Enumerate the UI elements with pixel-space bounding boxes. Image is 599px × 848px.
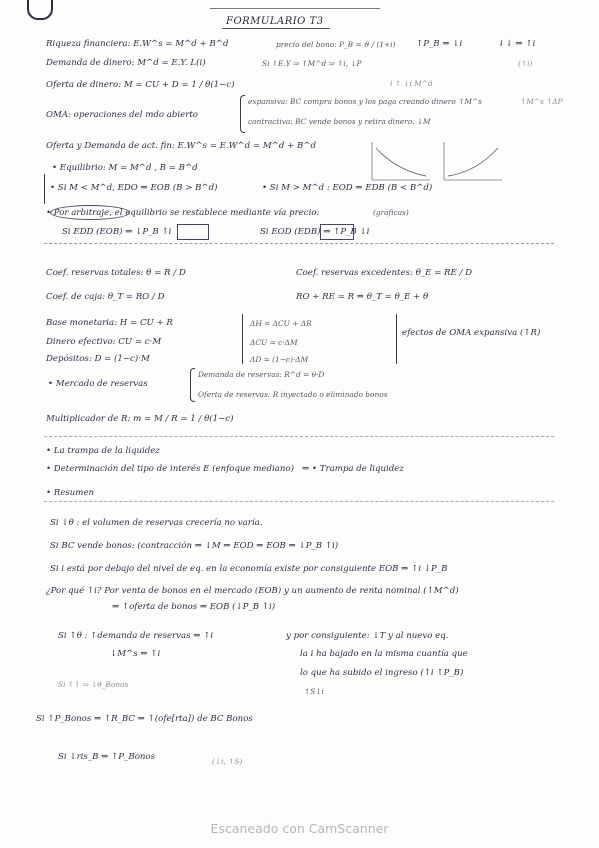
- line-lo-que-subido: lo que ha subido el ingreso (↑i ↑P_B): [300, 668, 464, 678]
- line-m-greater: • Si M > M^d : EOD ⇒ EDB (B < B^d): [262, 183, 433, 193]
- scanner-logo-fragment: [27, 0, 53, 20]
- line-oferta-demanda-act: Oferta y Demanda de act. fin: E.W^s = E.W^d = M^d + B^d: [46, 141, 317, 151]
- top-edge-mark: [210, 8, 380, 9]
- margin-note-1: (↑i): [518, 59, 533, 68]
- line-la-i-bajado: la i ha bajado en la misma cuantía que: [300, 649, 468, 659]
- line-delta-h: ΔH = ΔCU + ΔR: [250, 319, 312, 328]
- line-determinacion: • Determinación del tipo de interés E (enfoque mediano): [46, 464, 294, 474]
- line-si-edd: Si EDD (EOB) ⇒ ↓P_B ↑i: [62, 227, 172, 237]
- line-si-ris: Si ↓ris_B ⇒ ↑P_Bonos: [58, 752, 155, 762]
- line-coef-excedentes: Coef. reservas excedentes: θ_E = RE / D: [296, 268, 473, 278]
- arbitraje-circle: [50, 205, 130, 220]
- line-demanda-reservas: Demanda de reservas: R^d = θ·D: [198, 370, 325, 379]
- camscanner-watermark: Escaneado con CamScanner: [210, 821, 389, 836]
- line-por-que: ¿Por qué ↑i? Por venta de bonos en el mercado (EOB) y un aumento de renta nominal (↑M^d): [46, 586, 459, 596]
- line-trampa: • La trampa de la liquidez: [46, 446, 160, 456]
- equilibrio-bar: [44, 174, 45, 204]
- divider-1: [44, 243, 554, 244]
- box-pb-i-1: [177, 224, 209, 240]
- line-s-i: ↑S↓i: [304, 687, 324, 696]
- divider-2: [44, 436, 554, 437]
- line-delta-cu: ΔCU = c·ΔM: [250, 338, 298, 347]
- line-equilibrio: • Equilibrio: M = M^d , B = B^d: [52, 163, 198, 173]
- line-coef-caja: Coef. de caja: θ_T = RO / D: [46, 292, 165, 302]
- line-riqueza: Riqueza financiera: E.W^s = M^d + B^d: [46, 39, 229, 49]
- line-i-up: i ↓ ⇒ ↑i: [500, 39, 536, 49]
- line-multiplicador: Multiplicador de R: m = M / R = 1 / θ(1−c): [46, 414, 234, 424]
- line-dinero-efectivo: Dinero efectivo: CU = c·M: [46, 337, 162, 347]
- line-si-theta-up: Si ↑θ : ↑demanda de reservas ⇒ ↑i: [58, 631, 214, 641]
- line-depositos: Depósitos: D = (1−c)·M: [46, 354, 150, 364]
- line-ro-re: RO + RE = R ⇒ θ_T = θ_E + θ: [296, 292, 429, 302]
- line-si-pbonos: Si ↑P_Bonos ⇒ ↑R_BC ⇒ ↑(ofe[rta]) de BC Bonos: [36, 714, 253, 724]
- line-precio-bono: precio del bono: P_B = ϑ / (1+i): [276, 40, 396, 49]
- margin-note-3: ↑M^s ↑ΔP: [520, 97, 563, 106]
- line-mercado-reservas: • Mercado de reservas: [48, 379, 148, 389]
- line-resumen: • Resumen: [46, 488, 95, 498]
- line-oma: OMA: operaciones del mdo abierto: [46, 110, 198, 120]
- line-graficas: (gráficas): [373, 208, 409, 217]
- page-title: FORMULARIO T3: [226, 16, 324, 27]
- line-oferta-bonos: ⇒ ↑oferta de bonos ⇒ EOB (↓P_B ↑i): [112, 602, 276, 612]
- efectos-bar: [396, 314, 397, 364]
- title-underline: [222, 28, 330, 29]
- delta-bar: [242, 314, 243, 364]
- divider-3: [44, 501, 554, 502]
- reservas-brace: [190, 368, 195, 402]
- line-base-monetaria: Base monetaria: H = CU + R: [46, 318, 173, 328]
- bond-price-sketch: [366, 140, 506, 188]
- line-demanda-dinero: Demanda de dinero: M^d = E.Y. L(i): [46, 58, 206, 68]
- line-arbitraje: • Por arbitraje, el equilibrio se restablece mediante vía precio:: [46, 208, 320, 218]
- line-oma-expansiva: expansiva: BC compra bonos y los paga creando dinero ↑M^s: [248, 97, 482, 106]
- line-i-s: (↓i, ↑S): [212, 757, 243, 766]
- line-delta-d: ΔD = (1−c)·ΔM: [250, 355, 309, 364]
- line-consiguiente: y por consiguiente: ↓T y al nuevo eq.: [286, 631, 449, 641]
- line-si-up-theta: Si ↑↑ ⇒ ↓θ_Bonos: [58, 680, 129, 689]
- line-si-i-debajo: Si i está por debajo del nivel de eq. en la economía existe por consiguiente EOB ⇒ ↑i ↓P_B: [50, 564, 448, 574]
- box-pb-i-2: [320, 224, 354, 240]
- line-pb-i: ↑P_B ⇔ ↓i: [416, 39, 463, 49]
- margin-note-2: i ↑ ↓i M^d: [390, 79, 433, 88]
- line-trampa-ref: ⇒ • Trampa de liquidez: [302, 464, 404, 474]
- line-si-ey: Si ↑E.Y ⇒ ↑M^d ⇒ ↑i, ↓P: [262, 59, 362, 68]
- line-m-less: • Si M < M^d, EDO ⇒ EOB (B > B^d): [50, 183, 218, 193]
- line-si-bc-vende: Si BC vende bonos: (contracción ⇒ ↓M ⇒ EOD ⇒ EOB ⇒ ↓P_B ↑i): [50, 541, 339, 551]
- line-efectos-oma: efectos de OMA expansiva (↑R): [402, 328, 541, 338]
- line-si-theta-down: Si ↓θ : el volumen de reservas crecería no varía.: [50, 518, 263, 528]
- line-ms-down: ↓M^s ⇒ ↑i: [110, 649, 161, 659]
- oma-brace: [240, 95, 245, 133]
- line-coef-reservas: Coef. reservas totales: θ = R / D: [46, 268, 186, 278]
- line-oma-contractiva: contractiva: BC vende bonos y retira dinero. ↓M: [248, 117, 431, 126]
- line-si-eod: Si EOD (EDB) ⇒ ↑P_B ↓i: [260, 227, 370, 237]
- line-oferta-dinero: Oferta de dinero: M = CU + D = 1 / θ(1−c): [46, 80, 235, 90]
- line-oferta-reservas: Oferta de reservas: R inyectado o eliminado bonos: [198, 390, 388, 399]
